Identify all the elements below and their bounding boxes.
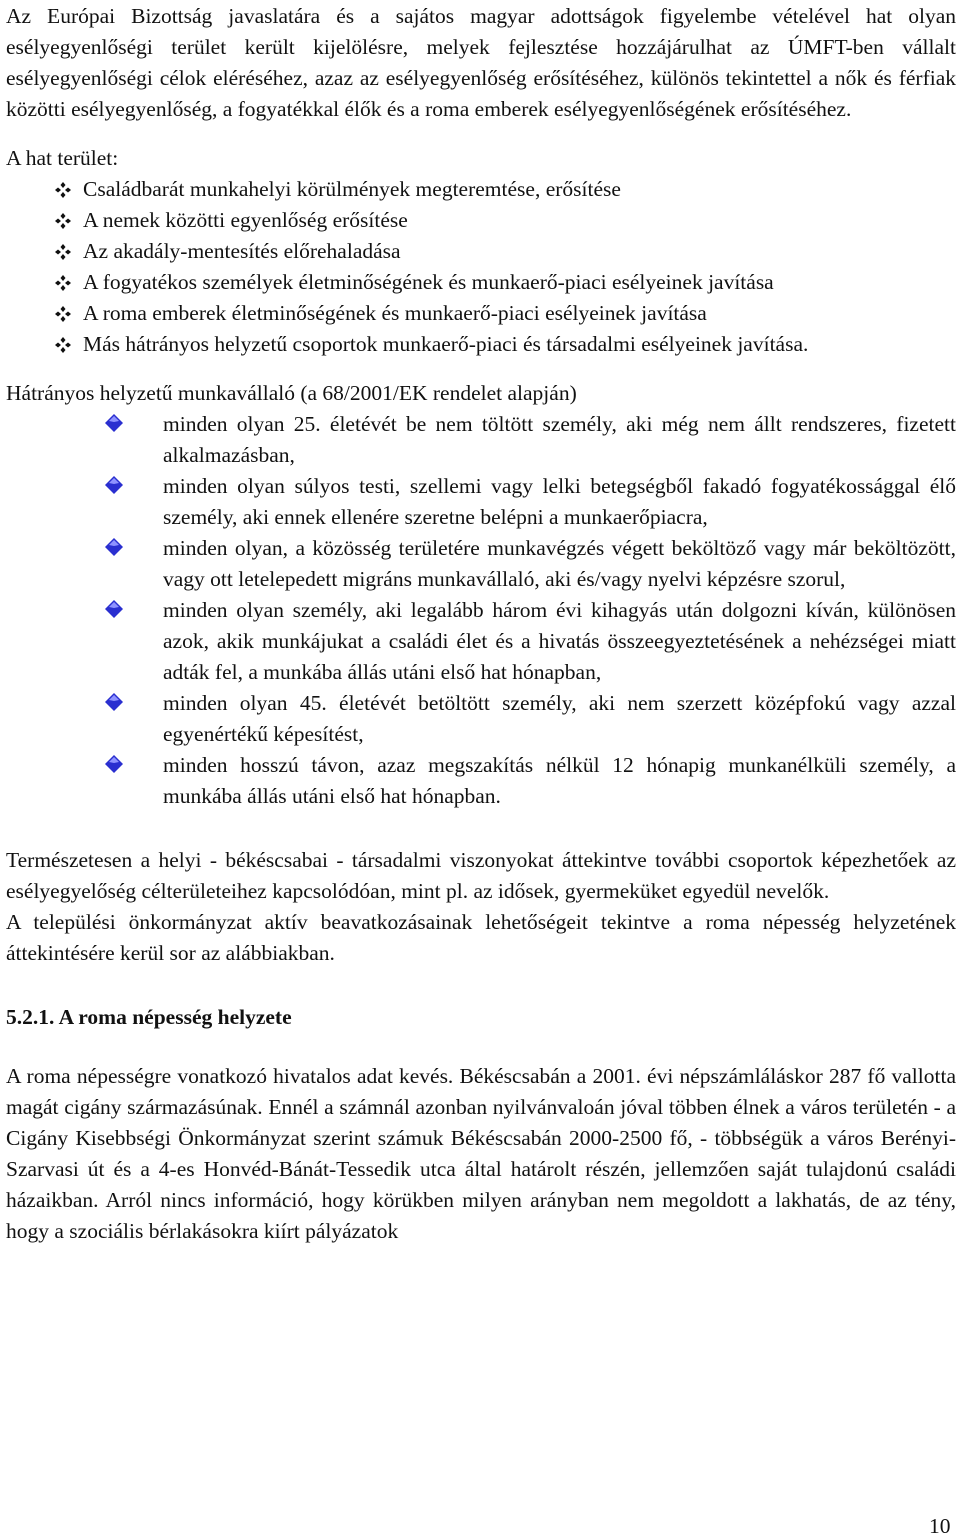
area-item-text: A fogyatékos személyek életminőségének és munkaerő-piaci esélyeinek javítása [83,270,774,294]
roma-population-paragraph: A roma népességre vonatkozó hivatalos adat kevés. Békéscsabán a 2001. évi népszámláláskor 287 fő vallotta magát cigány származásúnak. Ennél a számnál azonban nyilvánvaloán jóval többen élnek a város területén - a Cigány Kisebbségi Önkormányzat szerint számuk Békéscsabán 2000-2500 fő, - többségük a város Berényi-Szarvasi út és a 4-es Honvéd-Bánát-Tessedik utca által határolt részén, jellemzően saját tulajdonú családi házaikban. Arról nincs információ, hogy körükben milyen arányban nem megoldott a lakhatás, de az tény, hogy a szociális bérlakásokra kiírt pályázatok [6,1064,956,1243]
area-item-text: A roma emberek életminőségének és munkaerő-piaci esélyeinek javítása [83,301,707,325]
disadvantaged-item-text: minden olyan súlyos testi, szellemi vagy lelki betegségből fakadó fogyatékossággal élő személy, aki ennek ellenére szeretne belépni a munkaerőpiacra, [163,474,956,529]
list-item [6,409,956,471]
disadvantaged-item-text: minden olyan 25. életévét be nem töltött személy, aki még nem állt rendszeres, fizetett alkalmazásban, [163,412,956,467]
disadvantaged-item-text: minden olyan, a közösség területére munkavégzés végett beköltöző vagy már beköltözött, vagy ott letelepedett migráns munkavállaló, aki és/vagy nyelvi képzésre szorul, [163,536,956,591]
blue-diamond-bullet-icon [104,413,124,433]
list-item [6,205,956,236]
blue-diamond-bullet-icon [104,475,124,495]
disadvantaged-item-text: minden olyan személy, aki legalább három évi kihagyás után dolgozni kíván, különösen azok, akik munkájukat a családi élet és a hivatás összeegyeztetésének a nehézségei miatt adták fel, a munkába állás utáni első hat hónapban, [163,598,956,684]
list-item [6,329,956,360]
page-number: 10 [929,1514,951,1538]
disadvantaged-list [6,409,956,812]
list-item [6,471,956,533]
intro-paragraph: Az Európai Bizottság javaslatára és a sajátos magyar adottságok figyelembe vételével hat olyan esélyegyenlőségi terület került kijelölésre, melyek fejlesztése hozzájárulhat az ÚMFT-ben vállalt esélyegyenlőségi célok eléréséhez, azaz az esélyegyenlőség erősítéséhez, különös tekintettel a nők és férfiak közötti esélyegyenlőség, a fogyatékkal élők és a roma emberek esélyegyenlőségének erősítéséhez. [6,4,956,121]
list-item [6,174,956,205]
list-item [6,267,956,298]
section-heading: 5.2.1. A roma népesség helyzete [6,1005,292,1029]
list-item [6,750,956,812]
list-item [6,236,956,267]
areas-list [6,174,956,360]
list-item [6,688,956,750]
disadvantaged-item-text: minden olyan 45. életévét betöltött személy, aki nem szerzett középfokú vagy azzal egyenértékű képesítést, [163,691,956,746]
list-item [6,595,956,688]
areas-lead: A hat terület: [6,146,119,170]
closing-paragraph: Természetesen a helyi - békéscsabai - társadalmi viszonyokat áttekintve további csoportok képezhetőek az esélyegyelőség célterületeihez kapcsolódóan, mint pl. az idősek, gyermeküket egyedül nevelők. [6,848,956,903]
area-item-text: Az akadály-mentesítés előrehaladása [83,239,401,263]
disadvantaged-heading: Hátrányos helyzetű munkavállaló (a 68/2001/EK rendelet alapján) [6,381,577,405]
area-item-text: Más hátrányos helyzetű csoportok munkaerő-piaci és társadalmi esélyeinek javítása. [83,332,809,356]
area-item-text: Családbarát munkahelyi körülmények megteremtése, erősítése [83,177,621,201]
blue-diamond-bullet-icon [104,692,124,712]
document-page [6,0,956,1247]
disadvantaged-item-text: minden hosszú távon, azaz megszakítás nélkül 12 hónapig munkanélküli személy, a munkába állás utáni első hat hónapban. [163,753,956,808]
closing-paragraph: A települési önkormányzat aktív beavatkozásainak lehetőségeit tekintve a roma népesség helyzetének áttekintésére kerül sor az alábbiakban. [6,910,956,965]
blue-diamond-bullet-icon [104,599,124,619]
list-item [6,298,956,329]
area-item-text: A nemek közötti egyenlőség erősítése [83,208,408,232]
blue-diamond-bullet-icon [104,754,124,774]
blue-diamond-bullet-icon [104,537,124,557]
list-item [6,533,956,595]
